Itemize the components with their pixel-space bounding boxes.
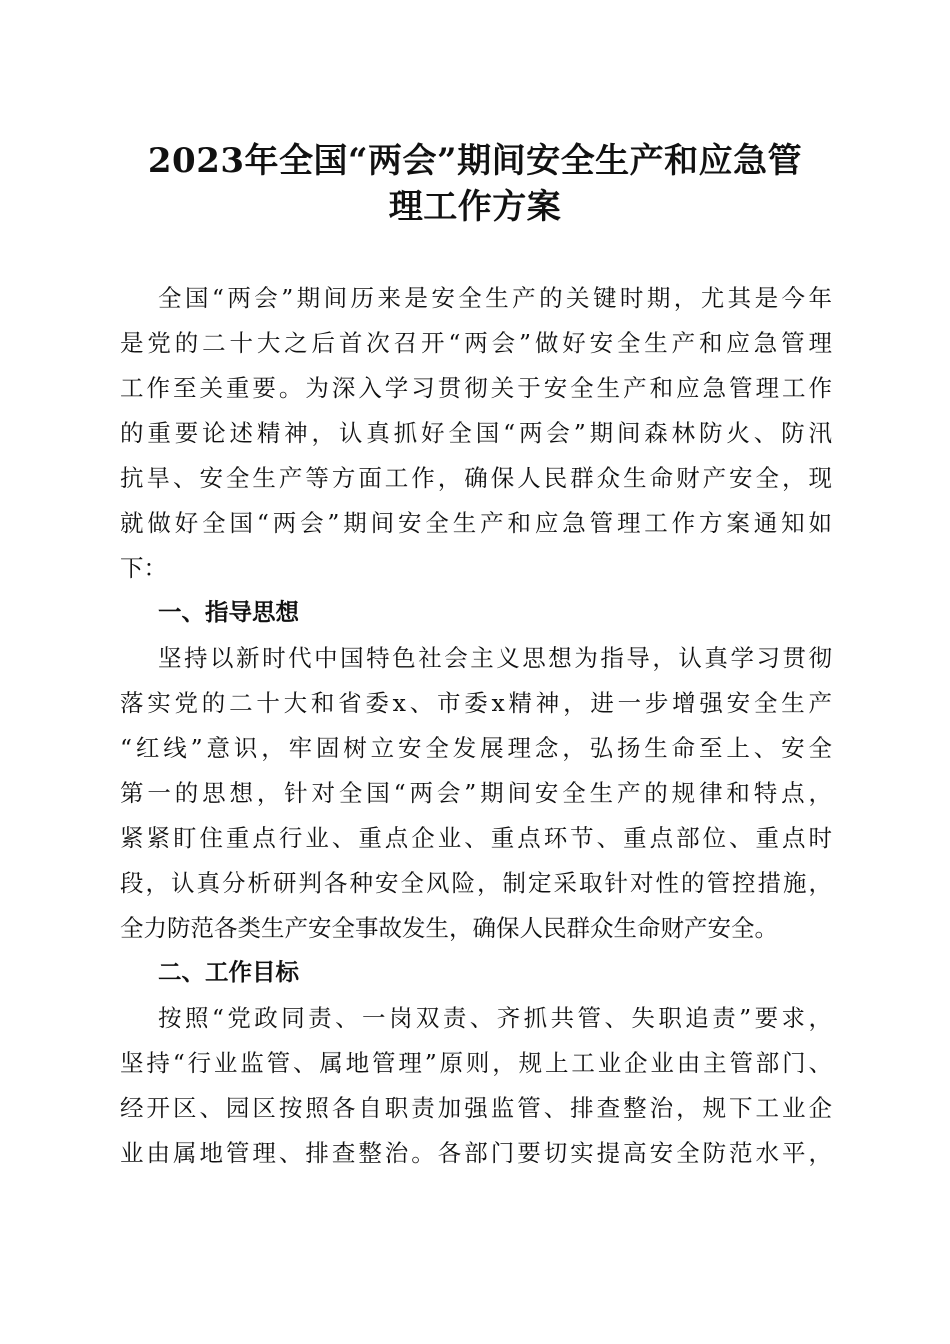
- document-title: [120, 138, 830, 230]
- title-line-2: 理工作方案: [388, 187, 562, 227]
- section-heading-work-goals: 二、工作目标: [158, 958, 299, 986]
- intro-line: 下：: [120, 554, 167, 582]
- section-2-line: 经开区、园区按照各自职责加强监管、排查整治，规下工业企: [120, 1094, 832, 1122]
- section-1-line: 紧紧盯住重点行业、重点企业、重点环节、重点部位、重点时: [120, 824, 832, 852]
- intro-line: 抗旱、安全生产等方面工作，确保人民群众生命财产安全，现: [120, 464, 832, 492]
- section-2-line: 业由属地管理、排查整治。各部门要切实提高安全防范水平，: [120, 1139, 832, 1167]
- section-1-line: 落实党的二十大和省委x、市委x精神，进一步增强安全生产: [120, 689, 832, 717]
- intro-line: 就做好全国“两会”期间安全生产和应急管理工作方案通知如: [120, 509, 832, 537]
- section-1-line: “红线”意识，牢固树立安全发展理念，弘扬生命至上、安全: [120, 734, 832, 762]
- section-1-line: 第一的思想，针对全国“两会”期间安全生产的规律和特点，: [120, 779, 832, 807]
- intro-line: 工作至关重要。为深入学习贯彻关于安全生产和应急管理工作: [120, 374, 832, 402]
- intro-line: 的重要论述精神，认真抓好全国“两会”期间森林防火、防汛: [120, 419, 832, 447]
- section-1-line: 全力防范各类生产安全事故发生，确保人民群众生命财产安全。: [120, 914, 778, 942]
- section-1-line: 坚持以新时代中国特色社会主义思想为指导，认真学习贯彻: [158, 644, 832, 672]
- intro-line: 是党的二十大之后首次召开“两会”做好安全生产和应急管理: [120, 329, 832, 357]
- section-1-line: 段，认真分析研判各种安全风险，制定采取针对性的管控措施，: [120, 869, 832, 897]
- section-2-line: 坚持“行业监管、属地管理”原则，规上工业企业由主管部门、: [120, 1049, 832, 1077]
- section-heading-guiding-ideology: 一、指导思想: [158, 598, 299, 626]
- intro-line: 全国“两会”期间历来是安全生产的关键时期，尤其是今年: [158, 284, 832, 312]
- section-2-line: 按照“党政同责、一岗双责、齐抓共管、失职追责”要求，: [158, 1004, 832, 1032]
- title-line-1: 2023年全国“两会”期间安全生产和应急管: [147, 141, 803, 181]
